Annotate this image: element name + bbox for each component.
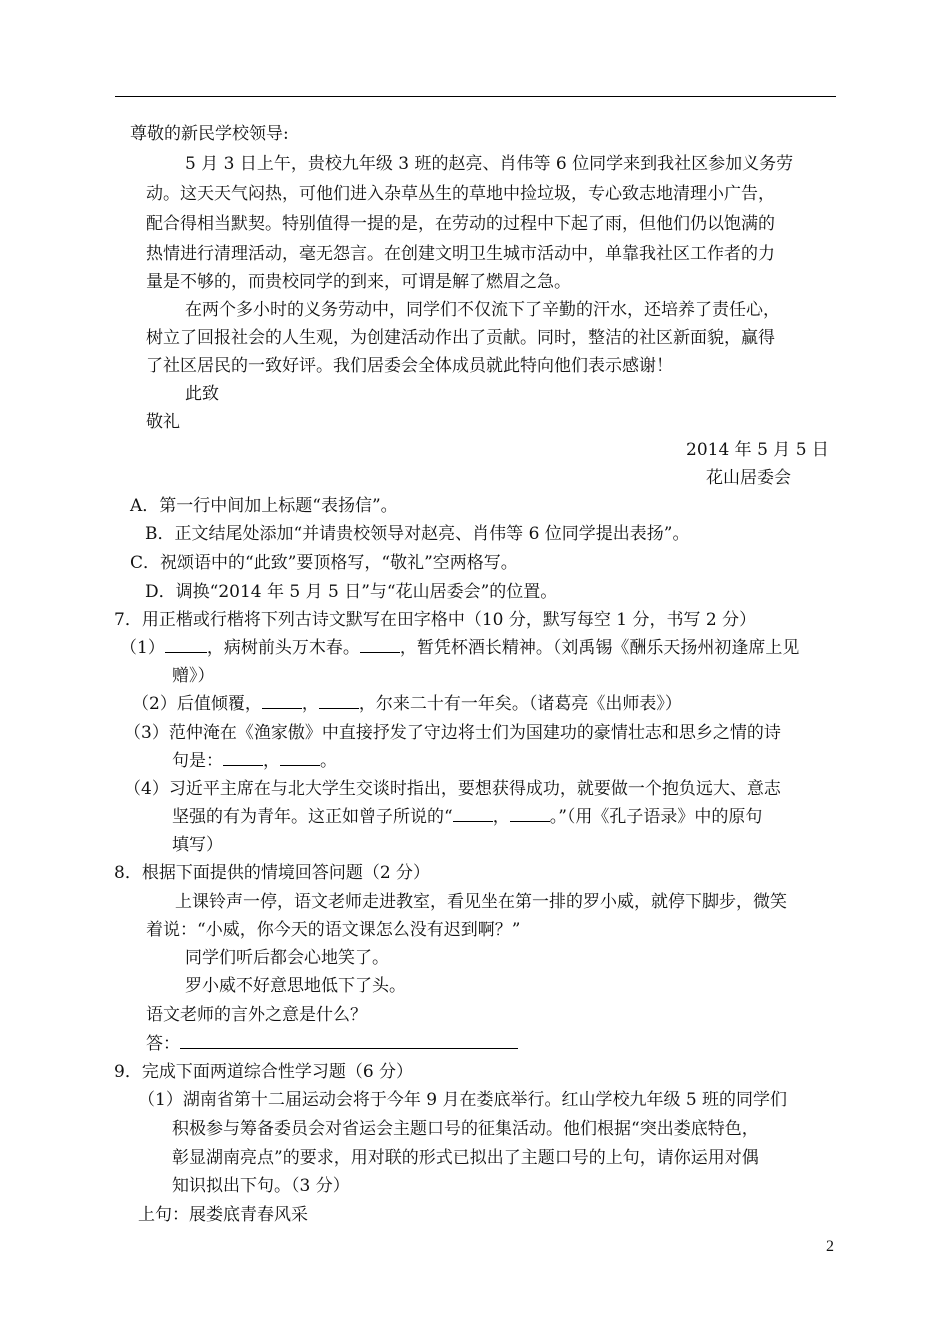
question-9-part-1-line: 积极参与筹备委员会对省运会主题口号的征集活动。他们根据“突出娄底特色， (172, 1119, 759, 1139)
option-a: A．第一行中间加上标题“表扬信”。 (130, 496, 398, 516)
question-9-part-1-line: 知识拟出下句。（3 分） (172, 1176, 350, 1196)
question-8-line: 同学们听后都会心地笑了。 (185, 948, 389, 968)
question-8-line: 着说：“小威，你今天的语文课怎么没有迟到啊？” (146, 920, 521, 940)
blank[interactable] (223, 749, 263, 766)
question-9-title: 9．完成下面两道综合性学习题（6 分） (114, 1062, 414, 1082)
question-9-part-1-line: 彰显湖南亮点”的要求，用对联的形式已拟出了主题口号的上句，请你运用对偶 (172, 1148, 759, 1168)
letter-body-line: 量是不够的，而贵校同学的到来，可谓是解了燃眉之急。 (146, 272, 571, 292)
question-7-item-3: （3）范仲淹在《渔家傲》中直接抒发了守边将士们为国建功的豪情壮志和思乡之情的诗 (124, 723, 781, 743)
question-8-title: 8．根据下面提供的情境回答问题（2 分） (114, 863, 431, 883)
question-7-item-1: （1） ，病树前头万木春。 ，暂凭杯酒长精神。（刘禹锡《酬乐天扬州初逢席上见 (120, 638, 800, 658)
question-7-item-2: （2）后值倾覆， ， ，尔来二十有一年矣。（诸葛亮《出师表》） (132, 694, 682, 714)
option-b: B．正文结尾处添加“并请贵校领导对赵亮、肖伟等 6 位同学提出表扬”。 (145, 524, 690, 544)
letter-closing: 此致 (185, 384, 219, 404)
letter-body-line: 树立了回报社会的人生观，为创建活动作出了贡献。同时，整洁的社区新面貌，赢得 (146, 328, 775, 348)
blank[interactable] (319, 692, 359, 709)
blank[interactable] (262, 692, 302, 709)
letter-signature: 花山居委会 (706, 468, 791, 488)
letter-closing: 敬礼 (146, 412, 180, 432)
question-8-question: 语文老师的言外之意是什么？ (146, 1005, 367, 1025)
letter-body-line: 了社区居民的一致好评。我们居委会全体成员就此特向他们表示感谢！ (146, 356, 673, 376)
question-7-item-4-cont: 坚强的有为青年。这正如曾子所说的“ ， 。”（用《孔子语录》中的原句 (172, 807, 763, 827)
question-8-line: 罗小威不好意思地低下了头。 (185, 976, 406, 996)
letter-date: 2014 年 5 月 5 日 (686, 440, 829, 460)
letter-body-line: 动。这天天气闷热，可他们进入杂草丛生的草地中捡垃圾，专心致志地清理小广告， (146, 184, 775, 204)
question-7-title: 7．用正楷或行楷将下列古诗文默写在田字格中（10 分，默写每空 1 分，书写 2 分） (114, 610, 757, 630)
letter-salutation: 尊敬的新民学校领导: (130, 124, 289, 144)
question-9-upper-line: 上句：展娄底青春风采 (138, 1205, 308, 1225)
letter-body-line: 在两个多小时的义务劳动中，同学们不仅流下了辛勤的汗水，还培养了责任心， (185, 300, 780, 320)
letter-body-line: 热情进行清理活动，毫无怨言。在创建文明卫生城市活动中，单靠我社区工作者的力 (146, 244, 775, 264)
question-7-item-4-end: 填写） (172, 835, 223, 855)
blank[interactable] (453, 805, 493, 822)
option-d: D．调换“2014 年 5 月 5 日”与“花山居委会”的位置。 (145, 582, 558, 602)
letter-body-line: 5 月 3 日上午，贵校九年级 3 班的赵亮、肖伟等 6 位同学来到我社区参加义务劳 (185, 154, 794, 174)
answer-line[interactable] (180, 1032, 518, 1049)
question-8-line: 上课铃声一停，语文老师走进教室，看见坐在第一排的罗小威，就停下脚步，微笑 (175, 892, 787, 912)
question-8-answer: 答： (146, 1032, 518, 1056)
header-rule (115, 96, 836, 97)
question-7-item-3-cont: 句是： ， 。 (172, 751, 337, 771)
blank[interactable] (165, 636, 207, 653)
blank[interactable] (510, 805, 550, 822)
letter-body-line: 配合得相当默契。特别值得一提的是，在劳动的过程中下起了雨，但他们仍以饱满的 (146, 214, 775, 234)
page-number: 2 (826, 1238, 834, 1255)
question-9-part-1: （1）湖南省第十二届运动会将于今年 9 月在娄底举行。红山学校九年级 5 班的同学们 (138, 1090, 788, 1110)
option-c: C．祝颂语中的“此致”要顶格写，“敬礼”空两格写。 (130, 553, 518, 573)
blank[interactable] (360, 636, 400, 653)
blank[interactable] (280, 749, 320, 766)
question-7-item-4: （4）习近平主席在与北大学生交谈时指出，要想获得成功，就要做一个抱负远大、意志 (124, 779, 781, 799)
question-7-item-1-cont: 赠》） (172, 666, 215, 686)
